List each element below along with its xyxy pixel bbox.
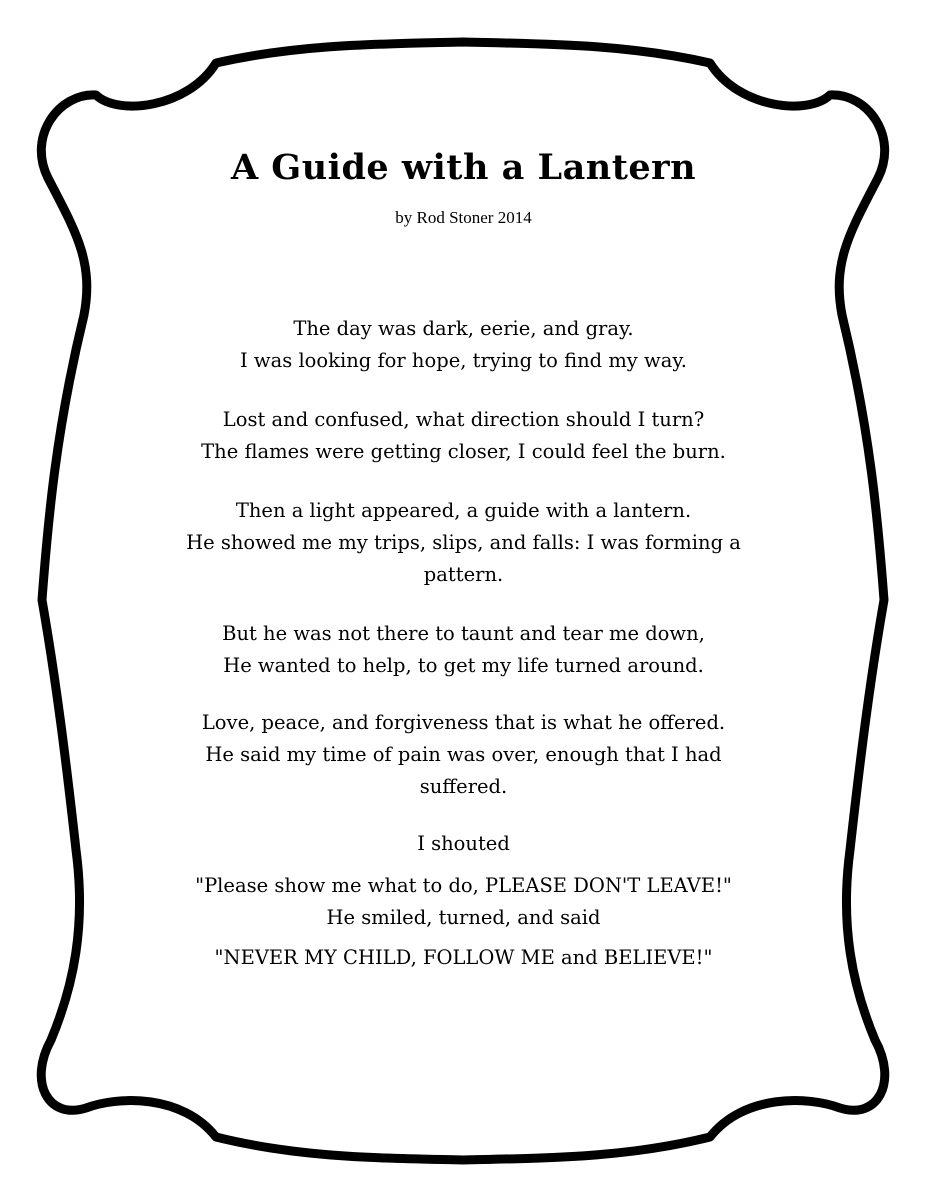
poem-line: The flames were getting closer, I could feel the burn.: [201, 440, 726, 463]
poem-line: Love, peace, and forgiveness that is what he offered.: [201, 711, 726, 734]
poem-line: But he was not there to taunt and tear me down,: [222, 622, 705, 645]
poem-line: He said my time of pain was over, enough that I had: [205, 743, 722, 766]
poem-line: I was looking for hope, trying to find my way.: [240, 349, 687, 372]
stanza-6-line-1: [0, 828, 927, 860]
stanza-4: [0, 618, 927, 682]
poem-line: "NEVER MY CHILD, FOLLOW ME and BELIEVE!": [214, 946, 713, 969]
poem-line: The day was dark, eerie, and gray.: [293, 317, 634, 340]
stanza-6-final: [0, 942, 927, 974]
poem-line: He smiled, turned, and said: [326, 906, 601, 929]
poem-line: Lost and confused, what direction should I turn?: [222, 408, 705, 431]
poem-line: pattern.: [423, 563, 504, 586]
stanza-2: [0, 404, 927, 468]
poem-line: He wanted to help, to get my life turned around.: [223, 654, 704, 677]
stanza-1: [0, 313, 927, 377]
poem-line: suffered.: [419, 775, 508, 798]
stanza-6-quote: [0, 870, 927, 934]
stanza-5: [0, 707, 927, 803]
stanza-3: [0, 495, 927, 591]
poem-line: "Please show me what to do, PLEASE DON'T LEAVE!": [195, 874, 732, 897]
poem-line: I shouted: [417, 832, 510, 855]
page-title: A Guide with a Lantern: [230, 147, 697, 188]
author-byline: by Rod Stoner 2014: [395, 208, 532, 227]
poem-line: He showed me my trips, slips, and falls: I was forming a: [186, 531, 741, 554]
poem-line: Then a light appeared, a guide with a lantern.: [235, 499, 692, 522]
